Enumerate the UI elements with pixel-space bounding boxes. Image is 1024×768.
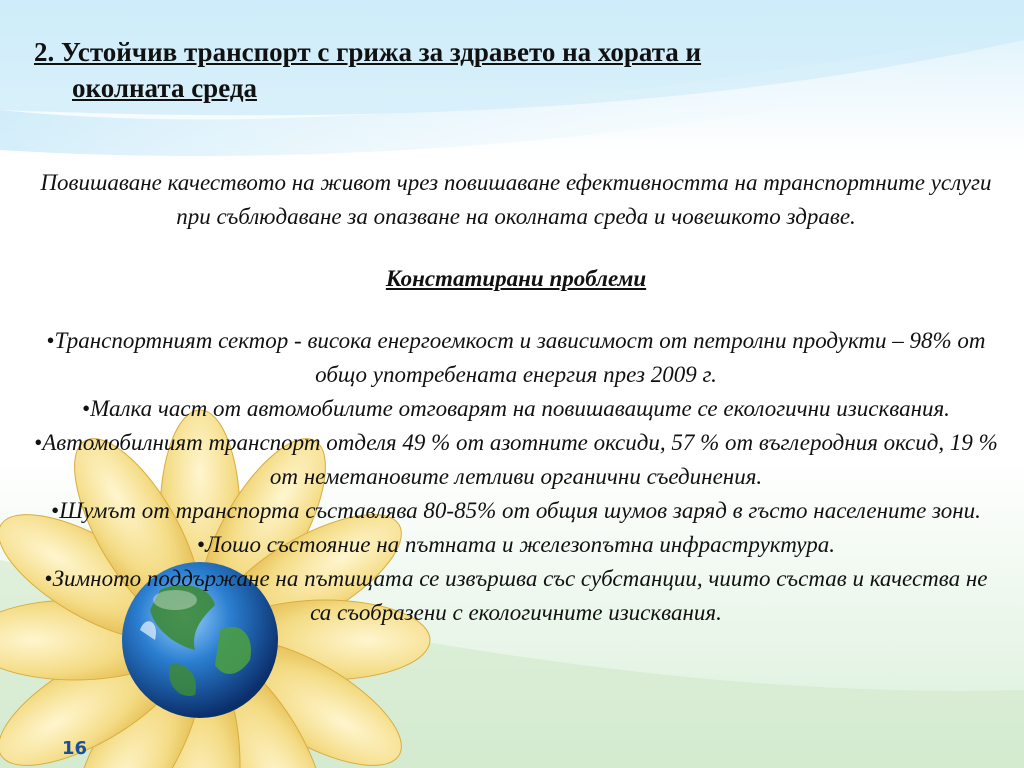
bullet-icon: •	[82, 396, 91, 421]
list-item-text: Малка част от автомобилите отговарят на повишаващите се екологични изисквания.	[90, 396, 950, 421]
list-item-text: Лошо състояние на пътната и железопътна инфраструктура.	[205, 532, 835, 557]
section-heading: Констатирани проблеми	[385, 266, 647, 291]
slide-content	[34, 166, 998, 630]
list-item	[34, 494, 998, 528]
list-item-text: Шумът от транспорта съставлява 80-85% от общия шумов заряд в гъсто населените зони.	[59, 498, 981, 523]
list-item	[34, 426, 998, 494]
bullet-icon: •	[44, 566, 53, 591]
bullet-icon: •	[34, 430, 43, 455]
list-item-text: Зимното поддържане на пътищата се извършва със субстанции, чиито състав и качества не са съобразени с екологичните изисквания.	[52, 566, 988, 625]
bullet-icon: •	[46, 328, 55, 353]
list-item-text: Транспортният сектор - висока енергоемкост и зависимост от петролни продукти – 98% от общо употребената енергия през 2009 г.	[54, 328, 986, 387]
problems-list	[34, 324, 998, 630]
slide-number: 16	[62, 738, 88, 759]
list-item	[34, 392, 998, 426]
title-line-2: околната среда	[72, 73, 257, 103]
list-item	[34, 324, 998, 392]
bullet-icon: •	[197, 532, 206, 557]
intro-paragraph: Повишаване качеството на живот чрез повишаване ефективността на транспортните услуги при съблюдаване за опазване на околната среда и човешкото здраве.	[40, 170, 992, 229]
title-line-1: 2. Устойчив транспорт с грижа за здравето на хората и	[34, 37, 702, 67]
slide-title	[34, 34, 834, 106]
list-item-text: Автомобилният транспорт отделя 49 % от азотните оксиди, 57 % от въглеродния оксид, 19 % от неметановите летливи органични съединения.	[42, 430, 998, 489]
list-item	[34, 562, 998, 630]
list-item	[34, 528, 998, 562]
bullet-icon: •	[51, 498, 60, 523]
